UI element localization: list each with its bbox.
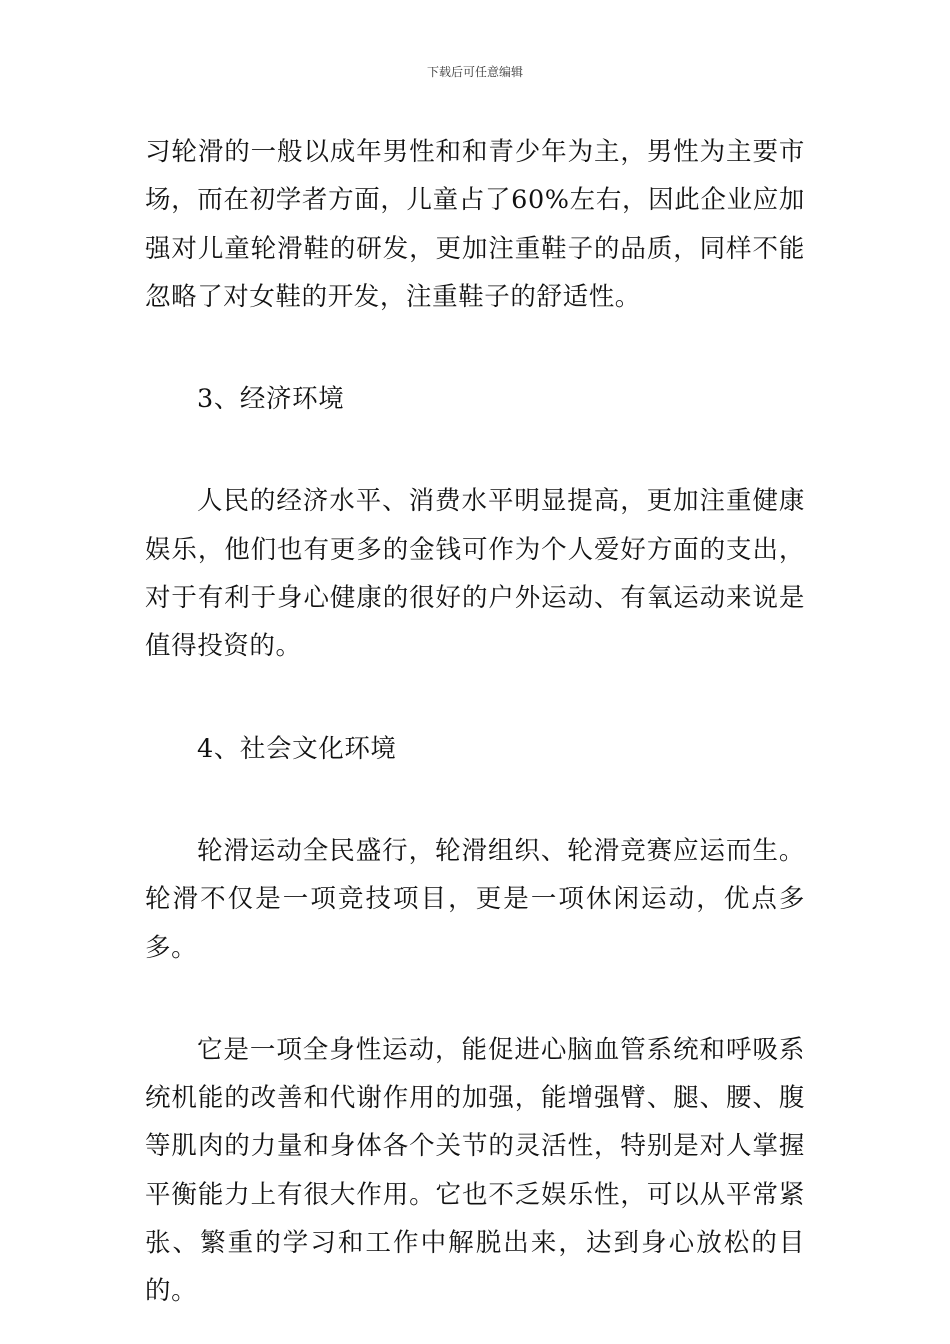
paragraph-economic: 人民的经济水平、消费水平明显提高，更加注重健康娱乐，他们也有更多的金钱可作为个人爱好方面的支出，对于有利于身心健康的很好的户外运动、有氧运动来说是值得投资的。	[145, 486, 805, 662]
paragraph-gap	[145, 423, 805, 477]
document-body	[145, 128, 805, 1316]
paragraph-gap	[145, 972, 805, 1026]
paragraph-gap	[145, 321, 805, 375]
paragraph-social-1: 轮滑运动全民盛行，轮滑组织、轮滑竞赛应运而生。轮滑不仅是一项竞技项目，更是一项休闲运动，优点多多。	[145, 835, 805, 963]
paragraph-gap	[145, 671, 805, 725]
section-heading-social: 4、社会文化环境	[197, 733, 397, 764]
paragraph-social-2: 它是一项全身性运动，能促进心脑血管系统和呼吸系统机能的改善和代谢作用的加强，能增强臂、腿、腰、腹等肌肉的力量和身体各个关节的灵活性，特别是对人掌握平衡能力上有很大作用。它也不乏娱乐性，可以从平常紧张、繁重的学习和工作中解脱出来，达到身心放松的目的。	[145, 1034, 805, 1307]
page-header-note: 下载后可任意编辑	[426, 65, 523, 79]
paragraph-gap	[145, 773, 805, 827]
section-heading-economic: 3、经济环境	[197, 384, 345, 415]
paragraph-continued: 习轮滑的一般以成年男性和和青少年为主，男性为主要市场，而在初学者方面，儿童占了60%左右，因此企业应加强对儿童轮滑鞋的研发，更加注重鞋子的品质，同样不能忽略了对女鞋的开发，注重鞋子的舒适性。	[145, 137, 805, 312]
